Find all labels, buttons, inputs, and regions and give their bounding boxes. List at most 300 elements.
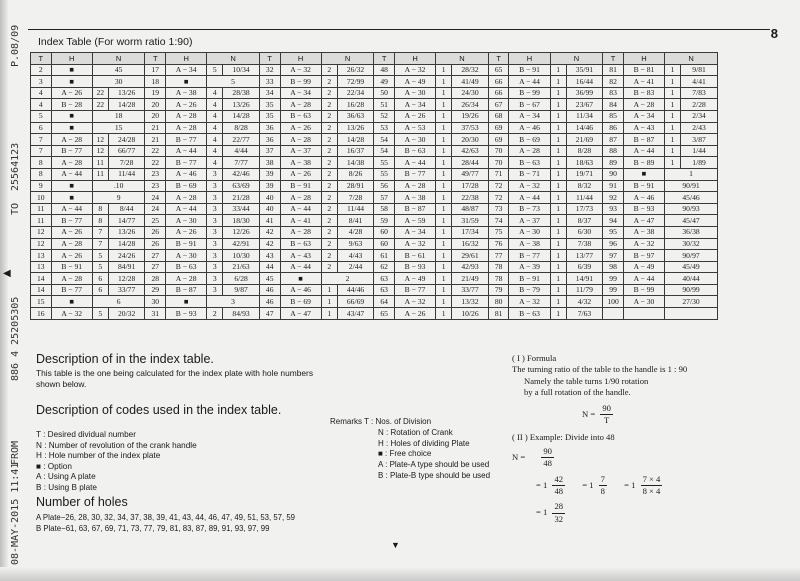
table-row: [31, 226, 718, 238]
table-cell: A − 28: [51, 238, 92, 250]
table-cell: A − 44: [509, 192, 550, 204]
table-cell: 11/44: [108, 168, 145, 180]
table-cell: 1: [550, 192, 566, 204]
table-cell: 22/38: [452, 192, 489, 204]
table-cell: 78: [488, 261, 509, 273]
formula-denominator: T: [604, 415, 610, 426]
formula-text-1: The turning ratio of the table to the handle is 1 : 90: [512, 364, 688, 375]
table-cell: 8: [92, 215, 108, 227]
table-cell: 19: [145, 87, 166, 99]
table-cell: 2: [207, 308, 223, 320]
table-cell: 3: [207, 296, 260, 308]
table-cell: 81: [603, 64, 624, 76]
header-H: H: [166, 53, 207, 65]
example-den-5: 32: [554, 513, 564, 524]
code-item: H : Hole number of the index plate: [36, 451, 161, 461]
table-cell: B − 81: [623, 64, 664, 76]
index-table: [30, 52, 718, 320]
table-cell: 9: [31, 180, 52, 192]
table-cell: A − 28: [166, 192, 207, 204]
table-cell: 1: [436, 226, 452, 238]
table-cell: A − 28: [51, 134, 92, 146]
table-cell: 47: [259, 308, 280, 320]
table-cell: 2/34: [681, 110, 718, 122]
table-cell: 39: [259, 180, 280, 192]
table-cell: 33/44: [223, 203, 260, 215]
table-cell: A − 26: [280, 122, 321, 134]
table-cell: A − 34: [509, 110, 550, 122]
table-cell: 95: [603, 226, 624, 238]
fax-header-strip: [8, 5, 24, 570]
table-cell: 40: [259, 203, 280, 215]
table-cell: 7/63: [566, 308, 603, 320]
table-cell: 3: [207, 284, 223, 296]
table-cell: 4: [207, 99, 223, 111]
fax-to-label: TO: [10, 202, 21, 215]
table-cell: A − 38: [623, 226, 664, 238]
table-cell: ■: [51, 122, 92, 134]
header-T: T: [145, 53, 166, 65]
table-cell: B − 63: [280, 110, 321, 122]
table-cell: 7/83: [681, 87, 718, 99]
table-cell: A − 44: [280, 261, 321, 273]
table-cell: 4/44: [223, 145, 260, 157]
top-rule: [28, 29, 770, 30]
table-cell: 1: [665, 122, 681, 134]
table-cell: 24/30: [452, 87, 489, 99]
table-cell: 25: [145, 215, 166, 227]
table-cell: 1: [436, 99, 452, 111]
fax-page: P.08/09: [10, 24, 21, 67]
table-cell: 27/30: [665, 296, 718, 308]
table-cell: 28/32: [452, 64, 489, 76]
table-cell: 72: [488, 192, 509, 204]
table-cell: A − 43: [280, 250, 321, 262]
scan-edge: [0, 0, 8, 581]
table-cell: 77: [488, 250, 509, 262]
table-cell: 3: [207, 203, 223, 215]
table-cell: 72/99: [337, 76, 374, 88]
table-cell: 63/69: [223, 180, 260, 192]
table-cell: 35: [259, 110, 280, 122]
table-cell: 71: [488, 168, 509, 180]
table-cell: A − 32: [394, 238, 435, 250]
table-cell: 93: [603, 203, 624, 215]
table-cell: A − 34: [280, 87, 321, 99]
table-cell: A − 28: [623, 99, 664, 111]
table-cell: A − 49: [394, 273, 435, 285]
formula-numerator: 90: [600, 403, 613, 415]
table-cell: A − 28: [509, 145, 550, 157]
table-cell: 9/81: [681, 64, 718, 76]
table-cell: 45/49: [665, 261, 718, 273]
table-cell: A − 30: [166, 215, 207, 227]
table-cell: A − 28: [280, 226, 321, 238]
example-num-4: 7 × 4: [641, 474, 663, 486]
table-cell: 5: [92, 250, 108, 262]
table-cell: 1: [665, 157, 681, 169]
table-row: [31, 284, 718, 296]
table-cell: 28/38: [223, 87, 260, 99]
table-cell: 45/46: [665, 192, 718, 204]
codes-list: [36, 430, 197, 494]
example-fraction-2: [552, 474, 565, 498]
formula-text-3: by a full rotation of the handle.: [524, 387, 631, 398]
code-item: T : Desired dividual number: [36, 430, 136, 439]
header-N: N: [436, 53, 489, 65]
table-cell: 31/59: [452, 215, 489, 227]
table-cell: 11: [92, 157, 108, 169]
table-cell: A − 47: [623, 215, 664, 227]
table-cell: 13/32: [452, 296, 489, 308]
table-cell: 34: [259, 87, 280, 99]
table-cell: 1: [665, 134, 681, 146]
table-cell: ■: [51, 64, 92, 76]
fax-from-number: 886 4 25205305: [10, 296, 21, 381]
table-cell: A − 34: [394, 226, 435, 238]
table-cell: 86: [603, 122, 624, 134]
table-cell: 21/63: [223, 261, 260, 273]
table-cell: A − 44: [166, 145, 207, 157]
table-cell: 7: [31, 145, 52, 157]
table-cell: 1: [436, 238, 452, 250]
table-cell: 7/28: [337, 192, 374, 204]
table-cell: 33/77: [108, 284, 145, 296]
table-cell: A − 26: [51, 250, 92, 262]
table-cell: 18/63: [566, 157, 603, 169]
table-cell: 2: [321, 250, 337, 262]
table-cell: 90/91: [665, 180, 718, 192]
table-cell: 2: [321, 145, 337, 157]
table-cell: 44/46: [337, 284, 374, 296]
table-cell: 36/99: [566, 87, 603, 99]
table-cell: 4: [207, 122, 223, 134]
table-cell: A − 26: [166, 99, 207, 111]
table-cell: B − 77: [51, 215, 92, 227]
table-cell: 19/71: [566, 168, 603, 180]
table-cell: 1/44: [681, 145, 718, 157]
table-row: [31, 145, 718, 157]
table-cell: 24: [145, 203, 166, 215]
description-title: Description of in the index table.: [36, 352, 214, 366]
table-cell: 22: [92, 99, 108, 111]
table-cell: 18: [145, 76, 166, 88]
table-cell: 42/91: [223, 238, 260, 250]
header-N: N: [92, 53, 145, 65]
table-cell: A − 28: [280, 134, 321, 146]
table-cell: 2/44: [337, 261, 374, 273]
table-cell: 11/44: [566, 192, 603, 204]
header-H: H: [280, 53, 321, 65]
example-eq-1: = 1: [536, 479, 548, 490]
remark-item: B : Plate-B type should be used: [378, 470, 491, 480]
remark-item: H : Holes of dividing Plate: [378, 438, 470, 448]
table-cell: A − 30: [166, 250, 207, 262]
table-cell: 1: [436, 203, 452, 215]
table-cell: B − 99: [280, 76, 321, 88]
table-cell: 23: [145, 168, 166, 180]
table-cell: 2: [321, 215, 337, 227]
header-N: N: [665, 53, 718, 65]
table-cell: 8: [31, 168, 52, 180]
table-cell: A − 32: [509, 296, 550, 308]
table-cell: 22: [92, 87, 108, 99]
example-fraction-5: [552, 501, 565, 525]
table-cell: 16/44: [566, 76, 603, 88]
table-cell: 13: [31, 261, 52, 273]
table-cell: 21/49: [452, 273, 489, 285]
example-eq-4: = 1: [536, 507, 548, 518]
table-cell: 58: [374, 203, 395, 215]
table-cell: 13/26: [108, 87, 145, 99]
table-cell: 30: [92, 76, 145, 88]
table-cell: 1: [436, 157, 452, 169]
table-cell: 2: [321, 203, 337, 215]
table-cell: 1: [665, 87, 681, 99]
table-cell: A − 38: [509, 238, 550, 250]
table-cell: 16/37: [337, 145, 374, 157]
table-cell: 83: [603, 87, 624, 99]
table-cell: 7: [31, 134, 52, 146]
table-cell: 48: [374, 64, 395, 76]
table-cell: 18/30: [223, 215, 260, 227]
table-cell: 14/38: [337, 157, 374, 169]
code-item: ■ : Option: [36, 461, 72, 471]
table-cell: 8/28: [566, 145, 603, 157]
table-cell: A − 28: [51, 157, 92, 169]
table-cell: 66: [488, 87, 509, 99]
table-cell: 1: [665, 168, 718, 180]
index-table-body: [31, 64, 718, 319]
table-cell: 94: [603, 215, 624, 227]
header-N: N: [321, 53, 374, 65]
table-cell: A − 47: [280, 308, 321, 320]
table-cell: 10/26: [452, 308, 489, 320]
table-cell: A − 44: [394, 157, 435, 169]
example-den-1: 48: [543, 458, 552, 469]
table-cell: B − 63: [166, 261, 207, 273]
table-row: [31, 64, 718, 76]
example-n: N =: [512, 451, 526, 462]
table-cell: 66/69: [337, 296, 374, 308]
table-cell: 6: [92, 273, 108, 285]
table-cell: A − 37: [280, 145, 321, 157]
table-cell: 1/89: [681, 157, 718, 169]
table-cell: 46: [259, 284, 280, 296]
table-cell: 1: [665, 110, 681, 122]
example-num-1: 90: [541, 446, 554, 458]
table-cell: 1: [436, 261, 452, 273]
table-cell: 6: [92, 296, 145, 308]
table-cell: 1: [550, 296, 566, 308]
table-cell: 35: [259, 99, 280, 111]
table-cell: 42/46: [223, 168, 260, 180]
table-cell: 91: [603, 180, 624, 192]
table-cell: 1: [436, 122, 452, 134]
example-title: ( II ) Example: Divide into 48: [512, 432, 615, 443]
table-cell: 4: [207, 157, 223, 169]
table-cell: 61: [374, 250, 395, 262]
table-cell: 3: [207, 250, 223, 262]
table-cell: 1: [550, 145, 566, 157]
table-cell: 51: [374, 99, 395, 111]
table-cell: A − 34: [166, 64, 207, 76]
table-cell: 45/47: [665, 215, 718, 227]
table-cell: 1: [550, 110, 566, 122]
table-cell: B − 93: [394, 261, 435, 273]
table-cell: [623, 308, 664, 320]
table-cell: 49: [374, 76, 395, 88]
table-cell: 4/43: [337, 250, 374, 262]
table-cell: 1: [436, 87, 452, 99]
table-cell: 42/63: [452, 145, 489, 157]
table-cell: 9/87: [223, 284, 260, 296]
code-item: B : Using B plate: [36, 482, 97, 492]
table-cell: 4: [207, 110, 223, 122]
table-cell: 13/26: [223, 99, 260, 111]
table-row: [31, 308, 718, 320]
fax-to-number: 25564123: [10, 142, 21, 191]
table-cell: 21/69: [566, 134, 603, 146]
description-text-1: This table is the one being calculated for the index plate with hole numbers: [36, 368, 314, 378]
table-cell: 7: [92, 226, 108, 238]
table-cell: 1: [321, 296, 337, 308]
table-cell: ■: [51, 192, 92, 204]
table-cell: 40/44: [665, 273, 718, 285]
table-cell: A − 30: [394, 87, 435, 99]
table-cell: 82: [603, 76, 624, 88]
table-cell: 2: [321, 192, 337, 204]
table-cell: 1: [436, 76, 452, 88]
table-cell: 14/91: [566, 273, 603, 285]
holes-a-plate: A Plate−26, 28, 30, 32, 34, 37, 38, 39, 41, 43, 44, 46, 47, 49, 51, 53, 57, 59: [36, 513, 296, 522]
table-cell: ■: [623, 168, 664, 180]
table-cell: 98: [603, 261, 624, 273]
table-cell: 4/32: [566, 296, 603, 308]
table-cell: 8/37: [566, 215, 603, 227]
table-cell: A − 26: [280, 168, 321, 180]
table-cell: 32: [259, 64, 280, 76]
table-cell: 28/44: [452, 157, 489, 169]
table-cell: A − 44: [509, 76, 550, 88]
table-cell: 1: [436, 110, 452, 122]
table-cell: 1: [436, 134, 452, 146]
table-cell: B − 91: [51, 261, 92, 273]
table-cell: 17/28: [452, 180, 489, 192]
table-cell: 54: [374, 134, 395, 146]
table-cell: A − 32: [394, 64, 435, 76]
table-cell: 13: [31, 250, 52, 262]
table-cell: 45: [259, 273, 280, 285]
table-cell: 9/63: [337, 238, 374, 250]
table-cell: B − 87: [394, 203, 435, 215]
table-cell: 1: [321, 284, 337, 296]
remark-item: ■ : Free choice: [378, 449, 432, 459]
table-cell: A − 53: [394, 122, 435, 134]
table-row: [31, 261, 718, 273]
table-cell: 12: [31, 238, 52, 250]
example-fraction-4: [641, 474, 663, 498]
table-cell: A − 28: [166, 110, 207, 122]
table-cell: 46: [259, 296, 280, 308]
table-cell: 66/77: [108, 145, 145, 157]
table-cell: 16: [31, 308, 52, 320]
table-cell: 63: [374, 284, 395, 296]
table-cell: 1: [665, 145, 681, 157]
table-cell: 41: [259, 215, 280, 227]
header-N: N: [207, 53, 260, 65]
example-eq-2: = 1: [582, 479, 594, 490]
table-cell: 3: [207, 215, 223, 227]
table-cell: 11: [31, 215, 52, 227]
table-cell: 90/99: [665, 284, 718, 296]
table-cell: 80: [488, 296, 509, 308]
table-cell: 22/34: [337, 87, 374, 99]
table-cell: A − 37: [509, 215, 550, 227]
table-cell: 41/49: [452, 76, 489, 88]
table-cell: B − 83: [623, 87, 664, 99]
table-cell: 10: [31, 192, 52, 204]
table-cell: 12: [92, 145, 108, 157]
table-cell: B − 28: [51, 99, 92, 111]
table-cell: B − 73: [509, 203, 550, 215]
table-row: [31, 168, 718, 180]
table-cell: 1: [550, 76, 566, 88]
table-row: [31, 87, 718, 99]
table-cell: 8: [31, 157, 52, 169]
table-cell: B − 69: [166, 180, 207, 192]
table-cell: B − 71: [509, 168, 550, 180]
table-cell: ■: [166, 296, 207, 308]
table-row: [31, 134, 718, 146]
table-cell: 3: [207, 168, 223, 180]
table-cell: A − 26: [394, 308, 435, 320]
table-cell: 11/79: [566, 284, 603, 296]
table-cell: 5: [92, 261, 108, 273]
formula-fraction: [600, 403, 613, 427]
table-cell: B − 69: [280, 296, 321, 308]
table-cell: B − 69: [509, 134, 550, 146]
table-cell: A − 30: [623, 296, 664, 308]
table-cell: 4: [207, 134, 223, 146]
table-cell: 14/28: [108, 238, 145, 250]
code-item: N : Number of revolution of the crank handle: [36, 440, 197, 450]
table-cell: 81: [488, 308, 509, 320]
example-line-3: [512, 501, 782, 525]
table-cell: 12: [92, 134, 108, 146]
table-cell: 1: [321, 308, 337, 320]
table-cell: 1: [550, 87, 566, 99]
table-cell: 36/38: [665, 226, 718, 238]
table-cell: 8/44: [108, 203, 145, 215]
table-cell: 19/26: [452, 110, 489, 122]
table-cell: B − 91: [166, 238, 207, 250]
table-cell: 69: [488, 134, 509, 146]
table-cell: 7: [92, 238, 108, 250]
table-cell: 5: [207, 64, 223, 76]
table-row: [31, 122, 718, 134]
table-cell: 75: [488, 226, 509, 238]
table-cell: 88: [603, 145, 624, 157]
table-cell: 6/30: [566, 226, 603, 238]
table-cell: 90/93: [665, 203, 718, 215]
table-cell: 2: [321, 226, 337, 238]
description-text-2: shown below.: [36, 379, 87, 389]
table-cell: B − 77: [166, 157, 207, 169]
table-cell: 76: [488, 238, 509, 250]
table-cell: 3: [207, 238, 223, 250]
table-cell: 29: [145, 284, 166, 296]
